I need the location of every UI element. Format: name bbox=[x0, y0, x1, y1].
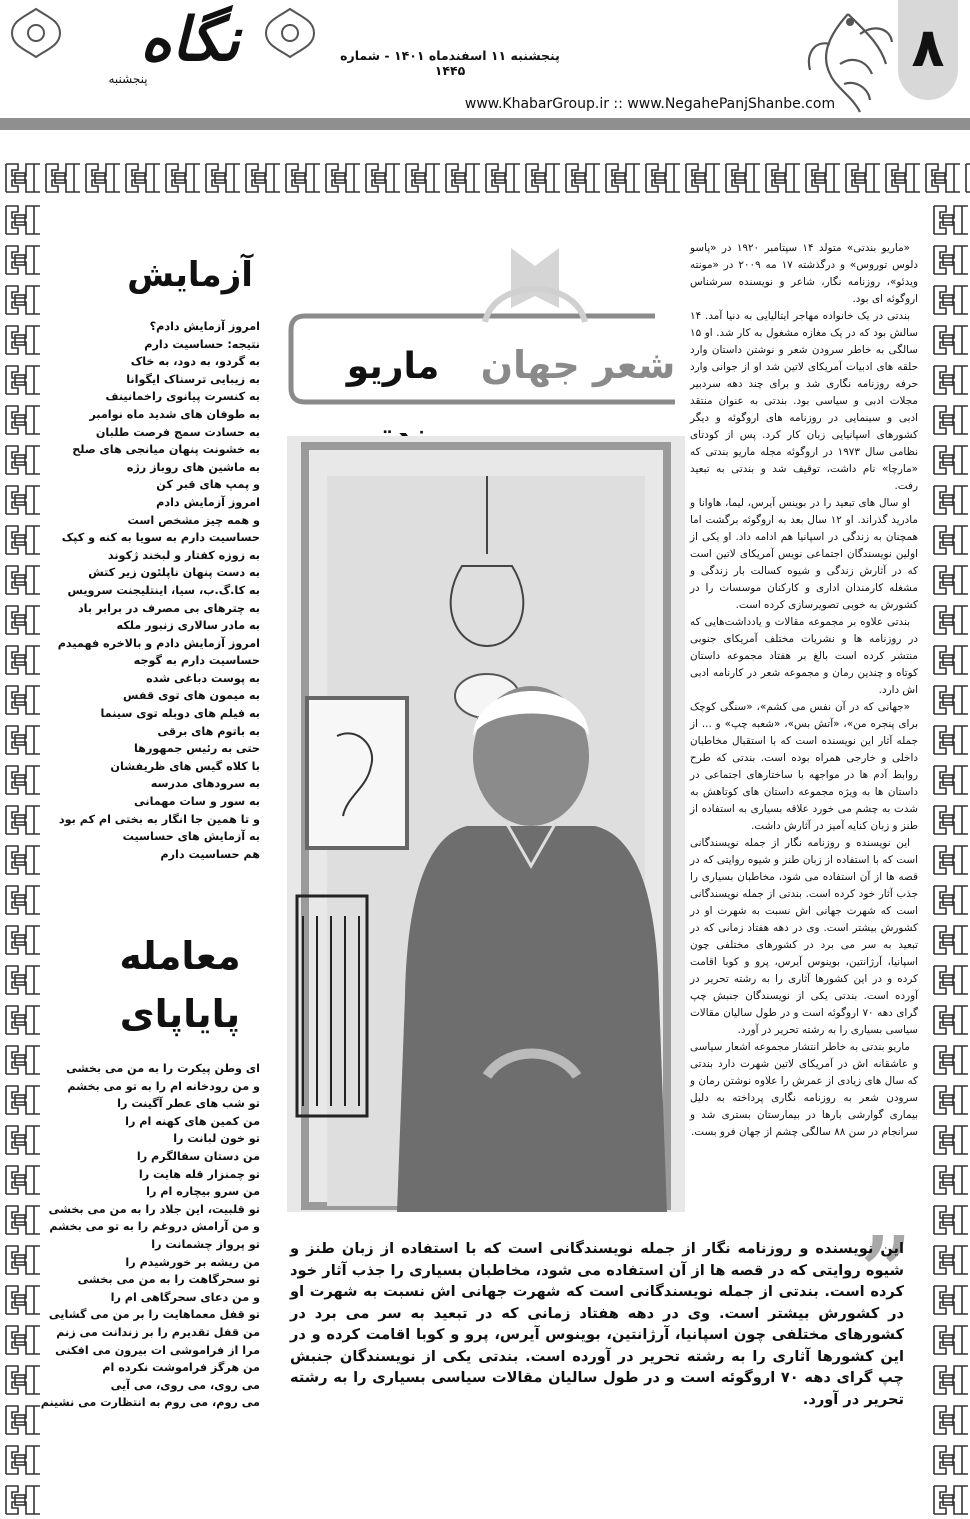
poem-line: و همه چیز مشخص است bbox=[127, 513, 260, 527]
poem-title-line2: پایاپای bbox=[119, 992, 241, 1036]
masthead bbox=[0, 0, 970, 132]
poem-line: و من آرامش دروغم را به تو می بخشم bbox=[49, 1220, 260, 1234]
poem-line: امروز آزمایش دادم؟ bbox=[149, 320, 260, 333]
poem-line: به پوست دباغی شده bbox=[146, 671, 260, 685]
poem-line: حتی به رئیس جمهورها bbox=[133, 742, 260, 756]
section-label: شعر جهان bbox=[480, 343, 676, 387]
poem-line: و پمپ های قبر کن bbox=[156, 478, 260, 492]
right-border-pattern bbox=[928, 200, 970, 1519]
poem-line: به فیلم های دوبله توی سینما bbox=[100, 707, 260, 721]
article-paragraph: «ماریو بندتی» متولد ۱۴ سپتامبر ۱۹۲۰ در «پاسو دلوس توروس» و درگذشته ۱۷ مه ۲۰۰۹ در «مونته ویدئو»، روزنامه نگار، شاعر و نویسنده سرشناس اروگوئه ای بود. bbox=[690, 242, 919, 305]
poem-line: من سرو بیچاره ام را bbox=[146, 1185, 260, 1199]
poem-line: و تا همین جا انگار به بختی ام کم بود bbox=[58, 812, 260, 826]
poem-line: به گردو، به دود، به خاک bbox=[130, 355, 260, 369]
poem-line: به سور و سات مهمانی bbox=[134, 795, 260, 809]
poem-line: به دست پنهان ناپلئون زیر کتش bbox=[88, 566, 260, 580]
poem-line: به آزمایش های حساسیت bbox=[122, 830, 260, 844]
poem-line: ای وطن پیکرت را به من می بخشی bbox=[66, 1062, 260, 1075]
newspaper-logo-subtitle: پنجشنبه bbox=[108, 72, 148, 86]
header-divider bbox=[0, 118, 970, 130]
poem-line: می روم، می روم به انتظارت می نشینم bbox=[40, 1396, 260, 1410]
poem-line: من قفل تقدیرم را بر زندانت می زنم bbox=[56, 1325, 260, 1339]
poem-line: هم حساسیت دارم bbox=[160, 847, 260, 861]
poem-moameleh bbox=[40, 1060, 260, 1412]
top-border-pattern bbox=[0, 158, 970, 200]
poem-line: حساسیت دارم به گوجه bbox=[133, 654, 260, 668]
article-paragraph: ماریو بندتی به خاطر انتشار مجموعه اشعار سیاسی و عاشقانه اش در آمریکای لاتین شهرت دارد بندتی که سال های زیادی از عمرش را علاوه نوشتن رمان و سرودن شعر به روزنامه نگاری پرداخته به دلیل بیماری گوارشی بارها در بیمارستان بستری شد و سرانجام در سن ۸۸ سالگی چشم از جهان فرو بست. bbox=[690, 1041, 918, 1138]
poem-line: تو پرواز چشمانت را bbox=[151, 1237, 260, 1251]
poem-line: به باتوم های برقی bbox=[157, 724, 260, 738]
poem-line: به حسادت سمج فرصت طلبان bbox=[95, 425, 260, 439]
poem-line: تو قفل معماهایت را بر من می گشایی bbox=[48, 1308, 260, 1322]
poem-line: به زیبایی ترسناک ایگوانا bbox=[126, 372, 260, 386]
article-paragraph: «جهانی که در آن نفس می کشم»، «سنگی کوچک برای پنجره من»، «آتش بس»، «شعبه چپ» و ... از جمله آثار این نویسنده است که با استقبال مخاطبان داخلی و خارجی همراه بوده است. بندتی که طرح روابط آدم ها در مواجهه با ساختارهای اجتماعی در داستان ها به ویژه مجموعه داستان های کوتاهش به شدت به چشم می خورد علاقه بسیاری به استفاده از طنز و زبان کنایه آمیز در آثارش داشت. bbox=[690, 701, 918, 832]
ornament-icon bbox=[262, 5, 318, 61]
issue-dateline: پنجشنبه ۱۱ اسفندماه ۱۴۰۱ - شماره ۱۴۴۵ bbox=[340, 48, 560, 78]
poem-line: و من دعای سحرگاهی ام را bbox=[110, 1290, 260, 1304]
article-paragraph: بندتی علاوه بر مجموعه مقالات و یادداشت‌هایی که در روزنامه ها و نشریات مختلف آمریکای جنوبی منتشر کرده است بالغ بر هفتاد مجموعه داستان کوتاه و چندین رمان و مجموعه شعر در کارنامه ادبی اش دارد. bbox=[690, 616, 918, 696]
poem-line: من کمین های کهنه ام را bbox=[125, 1114, 260, 1128]
poem-line: مرا از فراموشی ات بیرون می افکنی bbox=[55, 1343, 260, 1357]
poem-line: من هرگز فراموشت نکرده ام bbox=[102, 1361, 260, 1375]
poem-azmayesh bbox=[55, 318, 260, 863]
poem-line: من ریشه بر خورشیدم را bbox=[125, 1255, 260, 1269]
poem-line: نتیجه: حساسیت دارم bbox=[144, 337, 260, 351]
poem-line: تو خون لبانت را bbox=[173, 1132, 260, 1146]
poem-line: امروز آزمایش دادم bbox=[156, 495, 260, 509]
poem-line: به طوفان های شدید ماه نوامبر bbox=[89, 407, 260, 421]
poem-line: می روی، می روی، می آیی bbox=[110, 1378, 260, 1392]
poem-line: تو چمنزار قله هایت را bbox=[138, 1167, 260, 1181]
ornament-icon bbox=[8, 5, 64, 61]
poem-line: به سرودهای مدرسه bbox=[150, 777, 260, 791]
poem-line: من دستان سفالگرم را bbox=[136, 1149, 260, 1163]
poem-line: به کا.گ.ب، سیا، اینتلیجنت سرویس bbox=[67, 583, 260, 597]
quote-mark-icon: ” bbox=[856, 1213, 914, 1341]
poem-line: حساسیت دارم به سویا به کنه و کپک bbox=[61, 531, 260, 545]
page-number: ۸ bbox=[898, 0, 958, 100]
poem-line: امروز آزمایش دادم و بالاخره فهمیدم bbox=[57, 636, 260, 650]
poem-line: به زوزه کفتار و لبخند ژکوند bbox=[107, 548, 260, 562]
poem-line: به خشونت پنهان میانجی های صلح bbox=[72, 443, 260, 457]
left-border-pattern bbox=[0, 200, 42, 1519]
poem-line: به میمون های توی قفس bbox=[123, 689, 260, 703]
poem-line: تو شب های عطر آگینت را bbox=[117, 1097, 260, 1111]
poem-title-azmayesh: آزمایش bbox=[127, 255, 253, 295]
newspaper-logo: نگاه bbox=[140, 5, 240, 75]
article-paragraph: او سال های تبعید را در بوینس آیرس، لیما، هاوانا و مادرید گذراند. او ۱۲ سال بعد به اروگوئه برگشت اما همچنان به زندگی در اسپانیا هم ادامه داد. او یکی از اولین نویسندگان اجتماعی نویس آمریکای لاتین است که در آثارش زندگی و شیوه کسالت بار زندگی و مشغله کارمندان اداری و کارکنان موسسات را در کشورش به خوبی تصویرسازی کرده است. bbox=[690, 497, 918, 611]
poem-line: به مادر سالاری زنبور ملکه bbox=[116, 619, 260, 633]
article-body bbox=[690, 240, 918, 1141]
pull-quote: این نویسنده و روزنامه نگار از جمله نویسندگانی است که با استفاده از زبان طنز و شیوه روایتی که در قصه ها از آن استفاده می شود، مخاطبان بسیاری را جذب آثار خود کرده است. بندتی از جمله نویسندگانی است که شهرت جهانی اش نسبت به شهرت او در کشورش بیشتر است. وی در دهه هفتاد زمانی که در تبعید به سر می برد در کشورهای مختلفی چون اسپانیا، آرژانتین، بوینوس آیرس، پرو و کوبا اقامت کرده و در این کشورها آثاری را به رشته تحریر در آورده است. بندتی یکی از نویسندگان جنبش چپ گرای دهه ۷۰ اروگوئه است و در طول سالیان مقالات سیاسی بسیاری را به رشته تحریر در آورد. bbox=[290, 1240, 904, 1408]
poem-line: و من رودخانه ام را به تو می بخشم bbox=[67, 1079, 260, 1093]
article-paragraph: بندتی در یک خانواده مهاجر ایتالیایی به دنیا آمد. ۱۴ سالش بود که در یک مغازه مشغول به کار شد. او ۱۵ سالگی به خاطر سرودن شعر و نوشتن داستان وارد حلقه های ادبیات آمریکای لاتین شد او از جوانی وارد حرفه روزنامه نگاری شد و برای چند دهه سردبیر مجلات ادبی و سیاسی بود. بندتی به عنوان منتقد ادبی و سینمایی در روزنامه های اروگوئه و دیگر کشورهای اسپانیایی زبان کار کرد. پس از کودتای نظامی سال ۱۹۷۳ در اروگوئه مجله ماریو بندتی که «مارچا» نام داشت، توقیف شد و بندتی به تبعید رفت. bbox=[690, 310, 918, 492]
poem-line: تو قلبیت، این جلاد را به من می بخشی bbox=[48, 1202, 260, 1216]
article-title: ماریو bbox=[346, 346, 440, 387]
poem-line: به کنسرت پیانوی راخمانینف bbox=[105, 390, 260, 404]
poem-line: به چترهای بی مصرف در برابر باد bbox=[77, 601, 260, 615]
poem-line: به ماشین های روباز رژه bbox=[126, 460, 260, 474]
poem-title-line1: معامله bbox=[119, 934, 241, 978]
article-paragraph: این نویسنده و روزنامه نگار از جمله نویسندگانی است که با استفاده از زبان طنز و شیوه روایتی که در قصه ها از آن استفاده می شود، مخاطبان بسیاری را جذب آثار خود کرده است. بندتی از جمله نویسندگانی است که شهرت جهانی اش نسبت به شهرت او در کشورش بیشتر است. وی در دهه هفتاد زمانی که در تبعید به سر می برد در کشورهای مختلفی چون اسپانیا، آرژانتین، بوینوس آیرس، پرو و کوبا اقامت کرده و در این کشورها آثاری را به رشته تحریر در آورده است. بندتی یکی از نویسندگان جنبش چپ گرای دهه ۷۰ اروگوئه است و در طول سالیان مقالات سیاسی بسیاری را به رشته تحریر در آورد. bbox=[690, 837, 919, 1036]
website-urls[interactable]: www.KhabarGroup.ir :: www.NegahePanjShanbe.com bbox=[464, 96, 836, 112]
poem-line: با کلاه گیس های ظریفشان bbox=[110, 759, 260, 773]
poem-line: تو سحرگاهت را به من می بخشی bbox=[77, 1273, 260, 1287]
author-photo bbox=[287, 436, 685, 1212]
